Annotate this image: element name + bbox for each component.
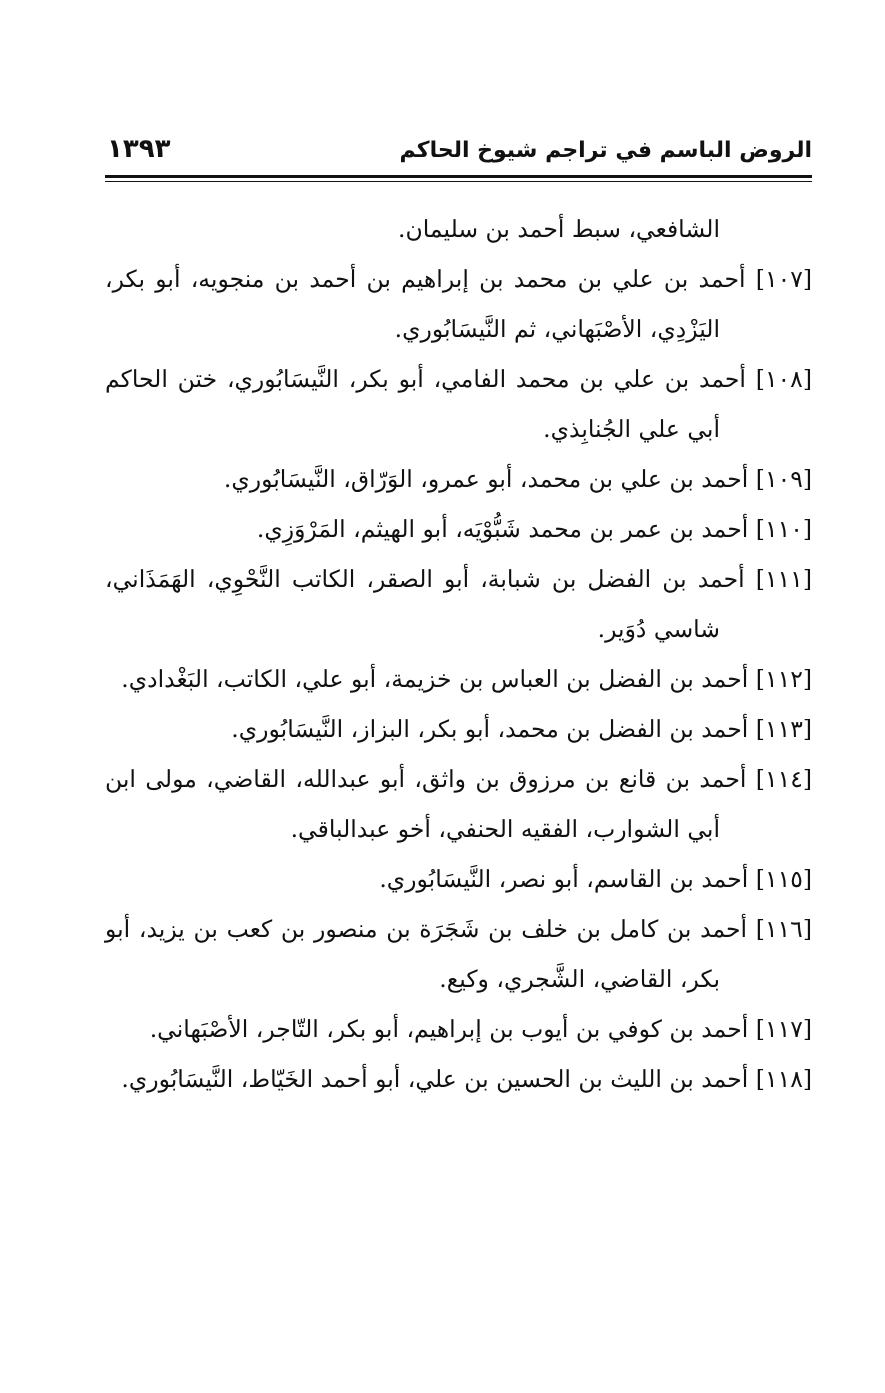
entry-number: [١١٥] — [755, 865, 812, 893]
entry-text: أحمد بن قانع بن مرزوق بن واثق، أبو عبدالله، القاضي، مولى ابن أبي الشوارب، الفقيه الحنفي، أخو عبدالباقي. — [105, 765, 747, 843]
entry-109 — [105, 454, 812, 504]
entry-number: [١١٤] — [755, 765, 812, 793]
entry-number: [١٠٧] — [755, 265, 812, 293]
entry-110 — [105, 504, 812, 554]
header-rule-thick — [105, 175, 812, 178]
entry-text: أحمد بن كوفي بن أيوب بن إبراهيم، أبو بكر، التّاجر، الأصْبَهاني. — [149, 1015, 749, 1043]
entry-116 — [105, 904, 812, 1004]
entry-number: [١١٧] — [755, 1015, 812, 1043]
entry-118 — [105, 1054, 812, 1104]
entry-115 — [105, 854, 812, 904]
entry-text: أحمد بن كامل بن خلف بن شَجَرَة بن منصور بن كعب بن يزيد، أبو بكر، القاضي، الشَّجري، وكيع. — [105, 915, 748, 993]
entry-107 — [105, 254, 812, 354]
running-title: الروض الباسم في تراجم شيوخ الحاكم — [399, 138, 812, 163]
continuation-line: الشافعي، سبط أحمد بن سليمان. — [398, 215, 720, 243]
entry-text: أحمد بن علي بن محمد الفامي، أبو بكر، النَّيسَابُوري، ختن الحاكم أبي علي الجُنابِذي. — [105, 365, 746, 443]
entry-number: [١٠٩] — [755, 465, 812, 493]
entry-text: أحمد بن عمر بن محمد شَبُّوْيَه، أبو الهيثم، المَرْوَزِي. — [256, 515, 749, 543]
entry-number: [١١٦] — [755, 915, 812, 943]
entry-108 — [105, 354, 812, 454]
entry-text: أحمد بن الفضل بن محمد، أبو بكر، البزاز، النَّيسَابُوري. — [231, 715, 749, 743]
entry-number: [١٠٨] — [755, 365, 812, 393]
entry-111 — [105, 554, 812, 654]
entry-number: [١١١] — [755, 565, 812, 593]
entry-number: [١١٨] — [755, 1065, 812, 1093]
entry-text: أحمد بن علي بن محمد، أبو عمرو، الوَرّاق، النَّيسَابُوري. — [223, 465, 749, 493]
entry-text: أحمد بن علي بن محمد بن إبراهيم بن أحمد بن منجويه، أبو بكر، اليَزْدِي، الأصْبَهاني، ثم النَّيسَابُوري. — [105, 265, 746, 343]
body-text — [105, 204, 812, 1104]
entry-112 — [105, 654, 812, 704]
running-header — [105, 132, 812, 172]
entry-text: أحمد بن الليث بن الحسين بن علي، أبو أحمد الخَيّاط، النَّيسَابُوري. — [121, 1065, 749, 1093]
entry-text: أحمد بن القاسم، أبو نصر، النَّيسَابُوري. — [379, 865, 749, 893]
entry-113 — [105, 704, 812, 754]
header-rule-thin — [105, 181, 812, 182]
entry-number: [١١٣] — [755, 715, 812, 743]
page-number: ١٣٩٣ — [107, 134, 171, 164]
entry-114 — [105, 754, 812, 854]
entry-number: [١١٠] — [755, 515, 812, 543]
entry-number: [١١٢] — [755, 665, 812, 693]
entry-text: أحمد بن الفضل بن العباس بن خزيمة، أبو علي، الكاتب، البَغْدادي. — [121, 665, 749, 693]
entry-text: أحمد بن الفضل بن شبابة، أبو الصقر، الكاتب النَّحْوِي، الهَمَذَاني، شاسي دُوَير. — [105, 565, 745, 643]
entry-117 — [105, 1004, 812, 1054]
